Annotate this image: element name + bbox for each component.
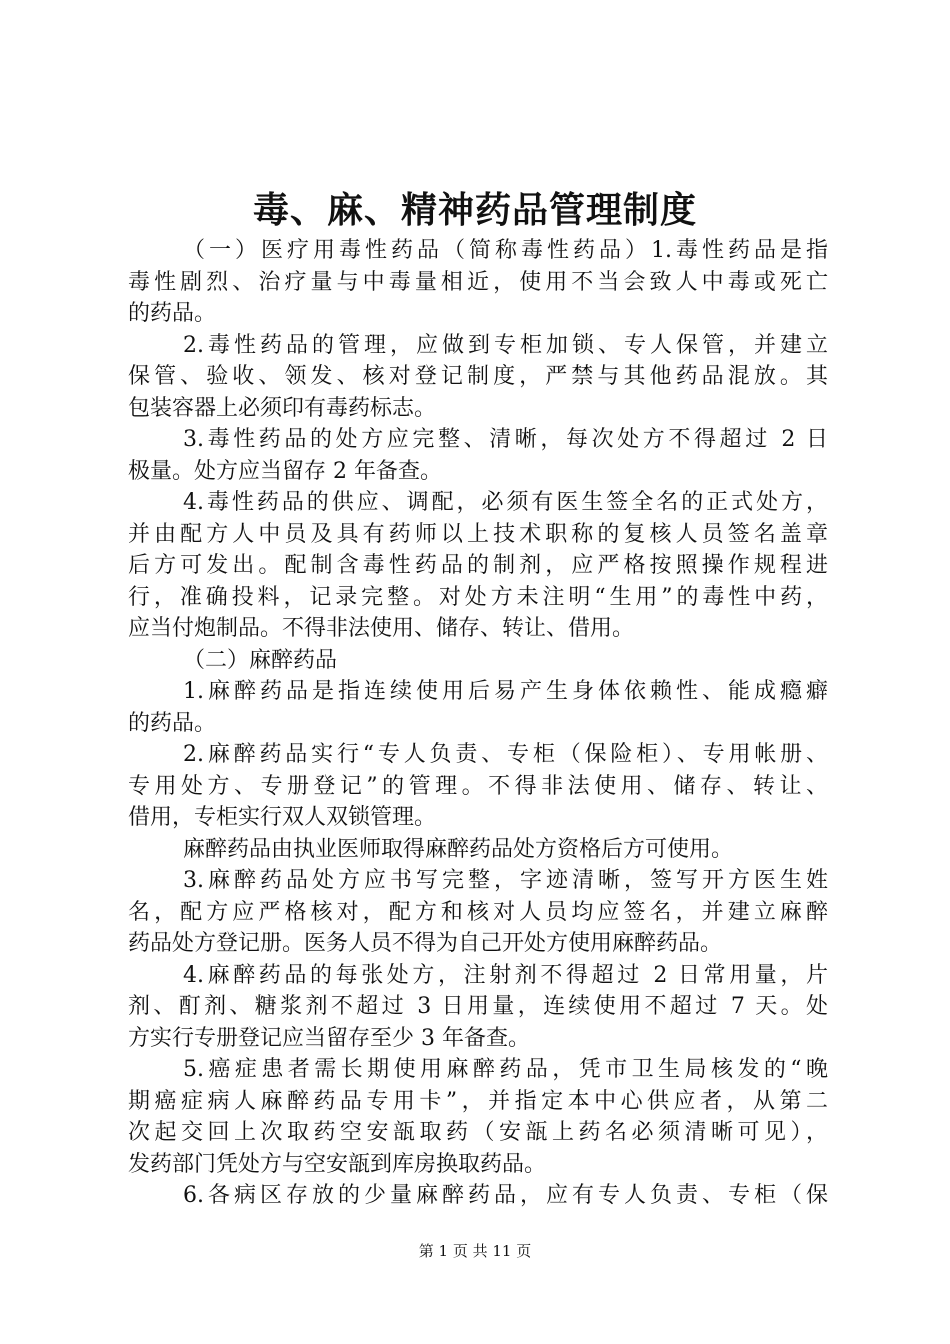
- text-line: 专用处方、专册登记”的管理。不得非法使用、储存、转让、: [128, 773, 828, 799]
- text-line: （二）麻醉药品: [183, 647, 338, 673]
- text-line: 5.癌症患者需长期使用麻醉药品，凭市卫生局核发的“晚: [183, 1057, 828, 1082]
- text-line: 次起交回上次取药空安瓿取药（安瓿上药名必须清晰可见），: [128, 1120, 828, 1145]
- text-line: 后方可发出。配制含毒性药品的制剂，应严格按照操作规程进: [128, 553, 828, 578]
- text-line: 保管、验收、领发、核对登记制度，严禁与其他药品混放。其: [128, 364, 828, 389]
- text-line: 药品处方登记册。医务人员不得为自己开处方使用麻醉药品。: [128, 931, 723, 956]
- text-line: 毒性剧烈、治疗量与中毒量相近，使用不当会致人中毒或死亡: [128, 269, 828, 295]
- text-line: 包装容器上必须印有毒药标志。: [128, 395, 437, 421]
- text-line: 6.各病区存放的少量麻醉药品，应有专人负责、专柜（保: [183, 1183, 828, 1208]
- text-line: 方实行专册登记应当留存至少 3 年备查。: [128, 1025, 530, 1051]
- text-line: 并由配方人中员及具有药师以上技术职称的复核人员签名盖章: [128, 521, 828, 547]
- text-line: 发药部门凭处方与空安瓿到库房换取药品。: [128, 1151, 547, 1177]
- text-line: 4.毒性药品的供应、调配，必须有医生签全名的正式处方，: [183, 490, 828, 515]
- text-line: 3.麻醉药品处方应书写完整，字迹清晰，签写开方医生姓: [183, 868, 828, 893]
- document-body: [128, 235, 828, 1212]
- text-line: 麻醉药品由执业医师取得麻醉药品处方资格后方可使用。: [183, 836, 734, 862]
- text-line: 的药品。: [128, 301, 217, 326]
- text-line: 2.毒性药品的管理，应做到专柜加锁、专人保管，并建立: [183, 332, 828, 358]
- text-line: 借用，专柜实行双人双锁管理。: [128, 805, 437, 830]
- document-title: 毒、麻、精神药品管理制度: [252, 189, 697, 231]
- text-line: 剂、酊剂、糖浆剂不超过 3 日用量，连续使用不超过 7 天。处: [128, 994, 828, 1019]
- text-line: 1.麻醉药品是指连续使用后易产生身体依赖性、能成瘾癖: [183, 679, 828, 704]
- text-line: （一）医疗用毒性药品（简称毒性药品）1.毒性药品是指: [183, 238, 828, 263]
- text-line: 极量。处方应当留存 2 年备查。: [128, 458, 442, 484]
- text-line: 期癌症病人麻醉药品专用卡”，并指定本中心供应者，从第二: [128, 1088, 828, 1114]
- text-line: 3.毒性药品的处方应完整、清晰，每次处方不得超过 2 日: [183, 427, 828, 452]
- text-line: 名，配方应严格核对，配方和核对人员均应签名，并建立麻醉: [128, 899, 828, 925]
- page-footer: 第 1 页 共 11 页: [418, 1242, 532, 1260]
- text-line: 的药品。: [128, 710, 217, 736]
- text-line: 应当付炮制品。不得非法使用、储存、转让、借用。: [128, 616, 635, 641]
- text-line: 2.麻醉药品实行“专人负责、专柜（保险柜）、专用帐册、: [183, 742, 828, 767]
- text-line: 行，准确投料，记录完整。对处方未注明“生用”的毒性中药，: [128, 584, 828, 610]
- text-line: 4.麻醉药品的每张处方，注射剂不得超过 2 日常用量，片: [183, 962, 828, 988]
